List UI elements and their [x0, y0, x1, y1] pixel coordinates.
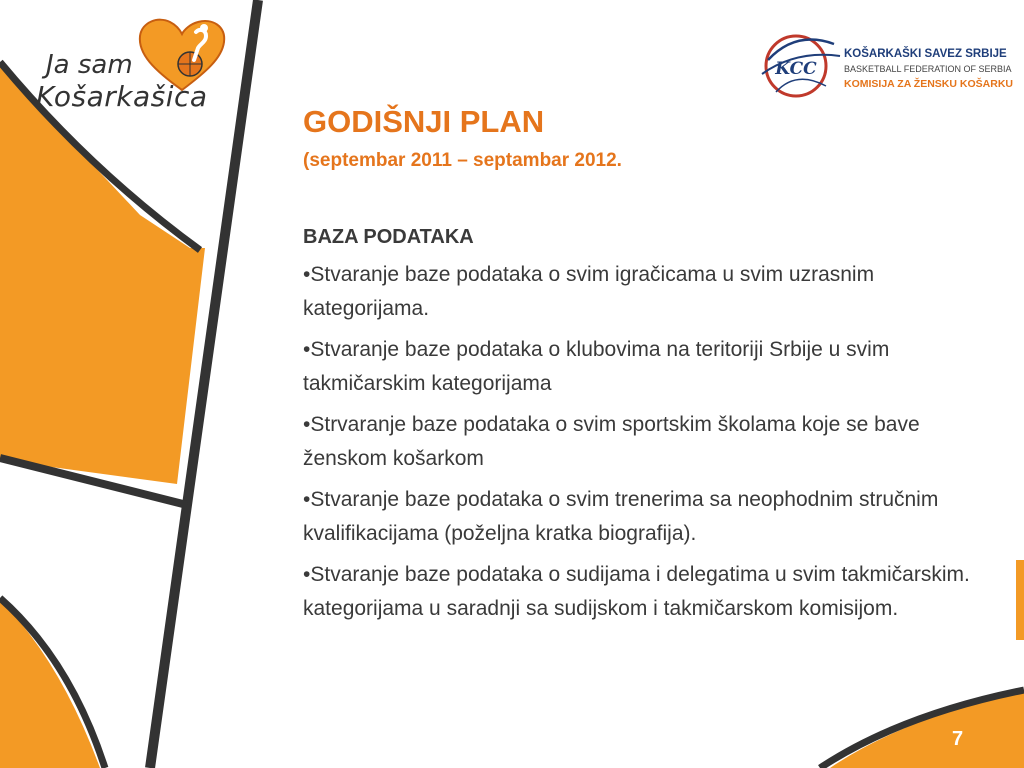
- page-number: 7: [952, 728, 964, 750]
- page-subtitle: (septembar 2011 – septambar 2012.: [303, 150, 622, 171]
- bullet-item: •Stvaranje baze podataka o svim trenerima sa neophodnim stručnim kvalifikacijama (poželjna kratka biografija).: [303, 488, 939, 545]
- bullet-item: •Stvaranje baze podataka o svim igračicama u svim uzrasnim kategorijama.: [303, 263, 875, 320]
- federation-name: KOŠARKAŠKI SAVEZ SRBIJE: [844, 48, 1007, 60]
- commission-name: KOMISIJA ZA ŽENSKU KOŠARKU: [844, 78, 1013, 90]
- logo-federation: [756, 30, 1013, 100]
- federation-name-en: BASKETBALL FEDERATION OF SERBIA: [844, 64, 1012, 74]
- page-title: GODIŠNJI PLAN: [303, 104, 545, 139]
- bullet-item: •Stvaranje baze podataka o sudijama i delegatima u svim takmičarskim. kategorijama u saradnji sa sudijskom i takmičarskom komisijom.: [303, 563, 970, 620]
- section-heading: BAZA PODATAKA: [303, 226, 474, 248]
- bullet-item: •Strvaranje baze podataka o svim sportskim školama koje se bave ženskom košarkom: [303, 413, 920, 470]
- federation-emblem-icon: [756, 30, 842, 100]
- logo-left-line1: Ja sam: [46, 50, 133, 80]
- logo-left-line2: Košarkašica: [36, 80, 208, 113]
- bullet-item: •Stvaranje baze podataka o klubovima na teritoriji Srbije u svim takmičarskim kategorijama: [303, 338, 890, 395]
- orange-panel-top-left: [0, 66, 205, 484]
- orange-panel-bottom-right: [830, 690, 1024, 768]
- logo-ja-sam-kosarkasica: [30, 14, 230, 114]
- emblem-text: KCC: [775, 59, 817, 79]
- bullet-list: [303, 258, 1003, 626]
- content-body: [303, 220, 1003, 633]
